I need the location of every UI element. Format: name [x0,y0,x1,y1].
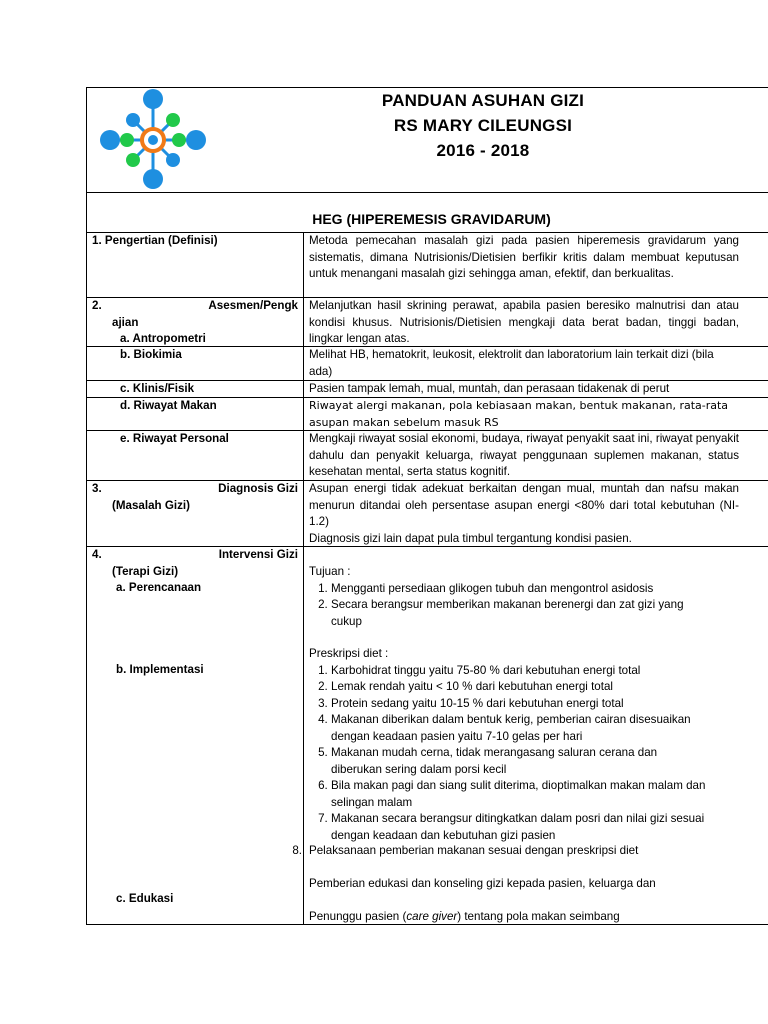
tujuan-label: Tujuan : [309,565,351,578]
pengertian-label: 1. Pengertian (Definisi) [92,234,218,247]
item-8-text: Pelaksanaan pemberian makanan sesuai dengan preskripsi diet [309,844,639,857]
intervensi-title: Intervensi Gizi [218,548,298,561]
pengertian-text: Metoda pemecahan masalah gizi pada pasien hiperemesis gravidarum yang sistematis, dimana Nutrisionis/Dietisien berfikir kritis dalam membuat keputusan untuk menangani masalah gizi sehingga aman, efektif, dan berkualitas. [309,234,739,280]
riwayat-makan-label: d. Riwayat Makan [120,399,217,412]
list-item: 3. Protein sedang yaitu 10-15 % dari kebutuhan energi total [331,696,729,713]
diagnosis-label [92,481,298,514]
list-item: 1. Mengganti persediaan glikogen tubuh dan mengontrol asidosis [331,581,729,598]
list-item: 2. Secara berangsur memberikan makanan berenergi dan zat gizi yang cukup [331,597,729,630]
asesmen-label [92,298,298,348]
diagnosis-note: Diagnosis gizi lain dapat pula timbul tergantung kondisi pasien. [309,531,632,545]
riwayat-personal-text: Mengkaji riwayat sosial ekonomi, budaya, riwayat penyakit saat ini, riwayat penyakit dahulu dan penyakit keluarga, riwayat penggunaan suplemen makanan, status kesehatan mental, serta status kognitif. [309,432,739,478]
tujuan-list [309,581,729,631]
edukasi-text-2 [309,909,739,926]
document-title: PANDUAN ASUHAN GIZI [381,91,585,110]
diagnosis-number: 3. [92,482,102,495]
list-item: 4. Makanan diberikan dalam bentuk kerig, pemberian cairan disesuaikan dengan keadaan pasien yaitu 7-10 gelas per hari [331,712,729,745]
edukasi-text-1: Pemberian edukasi dan konseling gizi kepada pasien, keluarga dan [309,877,656,890]
section-title: HEG (HIPEREMESIS GRAVIDARUM) [312,211,551,227]
diagnosis-title: Diagnosis Gizi [218,482,298,495]
preskripsi-list [309,663,729,845]
implementasi-label: b. Implementasi [116,663,204,676]
edukasi-text-2a: Penunggu pasien ( [309,910,407,923]
riwayat-personal-label: e. Riwayat Personal [120,432,229,445]
asesmen-number: 2. [92,299,102,312]
diagnosis-text [309,481,739,547]
item-8-number: 8. [292,844,302,857]
klinis-text: Pasien tampak lemah, mual, muntah, dan perasaan tidakenak di perut [309,382,670,395]
column-divider [303,232,304,925]
care-giver-term: care giver [406,910,458,923]
list-item: 6. Bila makan pagi dan siang sulit diterima, dioptimalkan makan malam dan selingan malam [331,778,729,811]
hospital-logo [97,88,209,192]
klinis-label: c. Klinis/Fisik [120,382,195,395]
preskripsi-block [309,646,729,844]
riwayat-makan-text: Riwayat alergi makanan, pola kebiasaan makan, bentuk makanan, rata-rata asupan makan sebelum masuk RS [309,399,729,429]
asesmen-text: Melanjutkan hasil skrining perawat, apabila pasien beresiko malnutrisi dan atau kondisi khusus. Nutrisionis/Dietisien mengkaji data berat badan, tinggi badan, lingkar lengan atas. [309,299,739,345]
list-item: 1. Karbohidrat tinggu yaitu 75-80 % dari kebutuhan energi total [331,663,729,680]
perencanaan-label: a. Perencanaan [116,581,202,594]
edukasi-text-2c: ) tentang pola makan seimbang [457,910,620,923]
list-item: 7. Makanan secara berangsur ditingkatkan dalam posri dan nilai gizi sesuai dengan keadaan dan kebutuhan gizi pasien [331,811,729,844]
biokimia-text: Melihat HB, hematokrit, leukosit, elektrolit dan laboratorium lain terkait dizi (bila ada) [309,348,714,378]
intervensi-number: 4. [92,548,102,561]
hospital-name: RS MARY CILEUNGSI [393,116,573,135]
edukasi-label: c. Edukasi [116,892,174,905]
diagnosis-subtitle: (Masalah Gizi) [112,498,190,512]
asesmen-title-cont: ajian [112,315,139,329]
intervensi-subtitle: (Terapi Gizi) [112,564,179,578]
intervensi-label [92,547,298,580]
tujuan-block [309,564,729,630]
document-period: 2016 - 2018 [436,141,530,160]
header-divider [86,192,768,193]
diagnosis-statement: Asupan energi tidak adekuat berkaitan dengan mual, muntah dan nafsu makan menurun ditandai oleh persentase asupan energi <80% dari total kebutuhan (NI-1.2) [309,482,739,528]
list-item: 2. Lemak rendah yaitu < 10 % dari kebutuhan energi total [331,679,729,696]
antropometri-label: a. Antropometri [120,332,206,345]
preskripsi-label: Preskripsi diet : [309,647,389,660]
biokimia-label: b. Biokimia [120,348,182,361]
list-item: 5. Makanan mudah cerna, tidak merangasang saluran cerana dan diberukan sering dalam porsi kecil [331,745,729,778]
asesmen-title: Asesmen/Pengk [208,299,298,312]
